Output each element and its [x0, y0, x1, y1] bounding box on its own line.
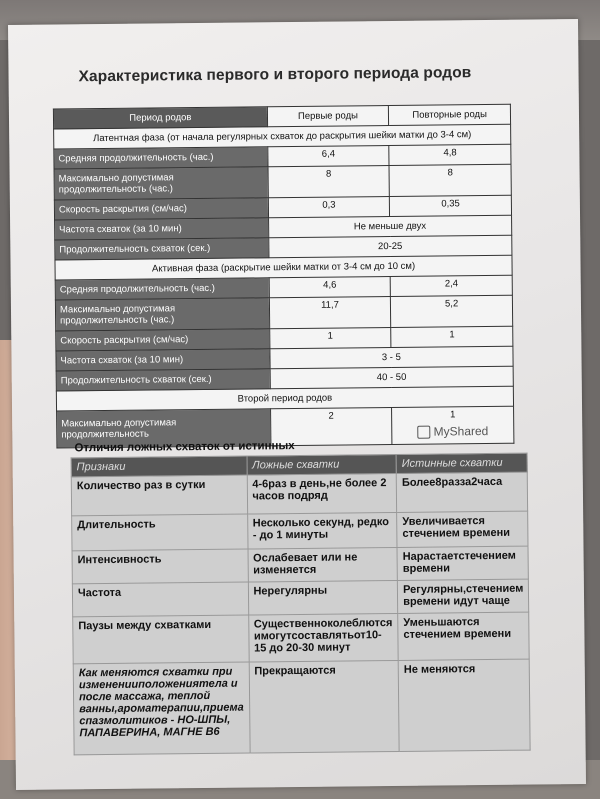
header-signs: Признаки: [71, 456, 247, 477]
value-first: 11,7: [269, 297, 391, 329]
value-repeat: 8: [389, 164, 511, 196]
value-merged: 40 - 50: [270, 366, 514, 389]
section-subtitle: Отличия ложных схваток от истинных: [74, 440, 295, 455]
value-repeat: 4,8: [389, 144, 511, 165]
row-label: Скорость раскрытия (см/час): [54, 198, 268, 220]
true-cell: Не меняются: [398, 659, 530, 751]
table-row: [72, 579, 529, 617]
row-label: Средняя продолжительность (час.): [54, 147, 268, 169]
row-label: Частота схваток (за 10 мин): [56, 349, 270, 371]
page-title: Характеристика первого и второго периода родов: [78, 64, 472, 86]
sign-cell: Количество раз в сутки: [71, 475, 247, 516]
row-label: Скорость раскрытия (см/час): [56, 329, 270, 351]
header-period: Период родов: [53, 107, 267, 129]
true-cell: Нарастаетстечением времени: [397, 546, 529, 580]
value-first: 4,6: [269, 277, 391, 298]
sign-cell: Частота: [72, 582, 248, 617]
latent-phase-header: Латентная фаза (от начала регулярных схваток до раскрытия шейки матки до 3-4 см): [54, 124, 511, 149]
second-period-header: Второй период родов: [56, 386, 513, 411]
labor-periods-table: [53, 104, 515, 448]
value-repeat: 5,2: [391, 295, 513, 327]
true-cell: Более8разза2часа: [396, 472, 528, 512]
watermark-text: MyShared: [433, 423, 489, 439]
true-cell: Увеличивается стечением времени: [397, 511, 529, 547]
row-label: Продолжительность схваток (сек.): [56, 369, 270, 391]
watermark-logo: [418, 424, 489, 439]
value-repeat: 2,4: [390, 275, 512, 296]
value-first: 2: [270, 408, 392, 446]
table-row: [73, 612, 530, 664]
value-merged: 3 - 5: [270, 346, 514, 369]
false-cell: Прекращаются: [249, 660, 400, 753]
row-label: Максимально допустимая продолжительность (час.): [54, 167, 268, 200]
value-repeat: 0,35: [390, 195, 512, 216]
true-cell: Уменьшаются стечением времени: [398, 612, 530, 660]
table-row: [55, 295, 512, 331]
table-row: [72, 511, 529, 551]
value-repeat: 1: [450, 409, 456, 421]
row-label: Продолжительность схваток (сек.): [55, 238, 269, 260]
header-repeat: Повторные роды: [389, 104, 511, 125]
value-first: 1: [269, 328, 391, 349]
sign-cell: Длительность: [72, 514, 248, 551]
paper-sheet: [8, 19, 586, 790]
value-first: 8: [268, 166, 390, 198]
header-false: Ложные схватки: [247, 454, 397, 475]
table-row: [73, 659, 530, 755]
false-cell: Несколько секунд, редко - до 1 минуты: [247, 512, 397, 549]
true-cell: Регулярны,стечением времени идут чаще: [397, 579, 529, 613]
header-first: Первые роды: [267, 106, 389, 127]
contractions-table: [71, 453, 532, 756]
table-row: [54, 164, 511, 200]
row-label: Максимально допустимая продолжительность: [57, 409, 271, 448]
table-row: [71, 472, 528, 516]
sign-cell: Интенсивность: [72, 549, 248, 584]
false-cell: Нерегулярны: [248, 580, 398, 615]
value-repeat: 1: [391, 326, 513, 347]
table-row: [72, 546, 529, 584]
value-first: 0,3: [268, 197, 390, 218]
value-merged: 20-25: [268, 235, 512, 258]
row-label: Средняя продолжительность (час.): [55, 278, 269, 300]
header-true: Истинные схватки: [396, 453, 528, 473]
value-repeat-cell: [392, 406, 514, 444]
cart-icon: [418, 425, 431, 438]
row-label: Частота схваток (за 10 мин): [55, 218, 269, 240]
value-first: 6,4: [267, 146, 389, 167]
sign-cell: Как меняются схватки при измененииположениятела и после массажа, теплой ванны,ароматерапии,приема спазмолитиков - НО-ШПЫ, ПАПАВЕРИНА, МАГНЕ В6: [73, 662, 249, 755]
active-phase-header: Активная фаза (раскрытие шейки матки от 3-4 см до 10 см): [55, 255, 512, 280]
sign-cell: Паузы между схватками: [73, 615, 249, 664]
false-cell: Ослабевает или не изменяется: [248, 547, 398, 582]
row-label: Максимально допустимая продолжительность (час.): [55, 298, 269, 331]
false-cell: 4-6раз в день,не более 2 часов подряд: [247, 473, 397, 514]
value-merged: Не меньше двух: [268, 215, 512, 238]
false-cell: Существенноколеблются имогутсоставлятьот10-15 до 20-30 минут: [248, 613, 398, 662]
